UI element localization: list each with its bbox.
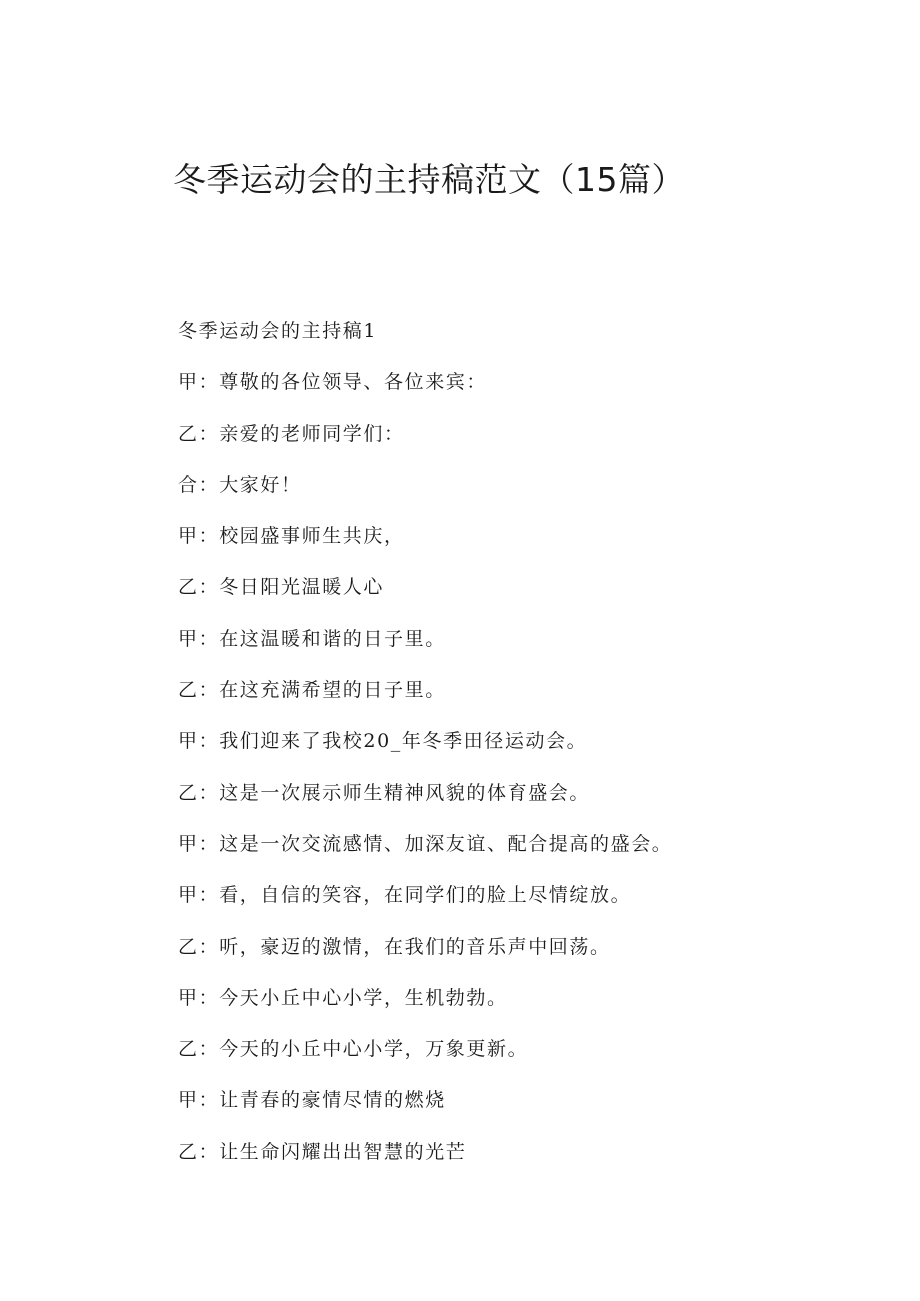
script-line: 乙：今天的小丘中心小学，万象更新。	[178, 1038, 529, 1061]
script-line: 甲：看，自信的笑容，在同学们的脸上尽情绽放。	[178, 884, 632, 907]
script-line: 乙：亲爱的老师同学们：	[178, 422, 405, 445]
script-line: 甲：让青春的豪情尽情的燃烧	[178, 1089, 446, 1112]
script-line: 甲：校园盛事师生共庆，	[178, 525, 405, 548]
script-line: 甲：今天小丘中心小学，生机勃勃。	[178, 986, 508, 1009]
section-heading: 冬季运动会的主持稿1	[178, 320, 378, 342]
document-title: 冬季运动会的主持稿范文（15篇）	[173, 160, 685, 199]
document-body	[178, 314, 818, 1186]
script-line: 乙：在这充满希望的日子里。	[178, 679, 446, 702]
script-line: 合：大家好！	[178, 473, 302, 496]
script-line: 甲：这是一次交流感情、加深友谊、配合提高的盛会。	[178, 832, 673, 855]
script-line: 甲：尊敬的各位领导、各位来宾：	[178, 371, 488, 394]
script-line: 甲：在这温暖和谐的日子里。	[178, 627, 446, 650]
script-line: 乙：冬日阳光温暖人心	[178, 576, 385, 599]
script-line: 乙：让生命闪耀出出智慧的光芒	[178, 1140, 467, 1163]
script-line: 乙：这是一次展示师生精神风貌的体育盛会。	[178, 781, 591, 804]
script-line: 甲：我们迎来了我校20_年冬季田径运动会。	[178, 730, 588, 753]
script-line: 乙：听，豪迈的激情，在我们的音乐声中回荡。	[178, 935, 611, 958]
